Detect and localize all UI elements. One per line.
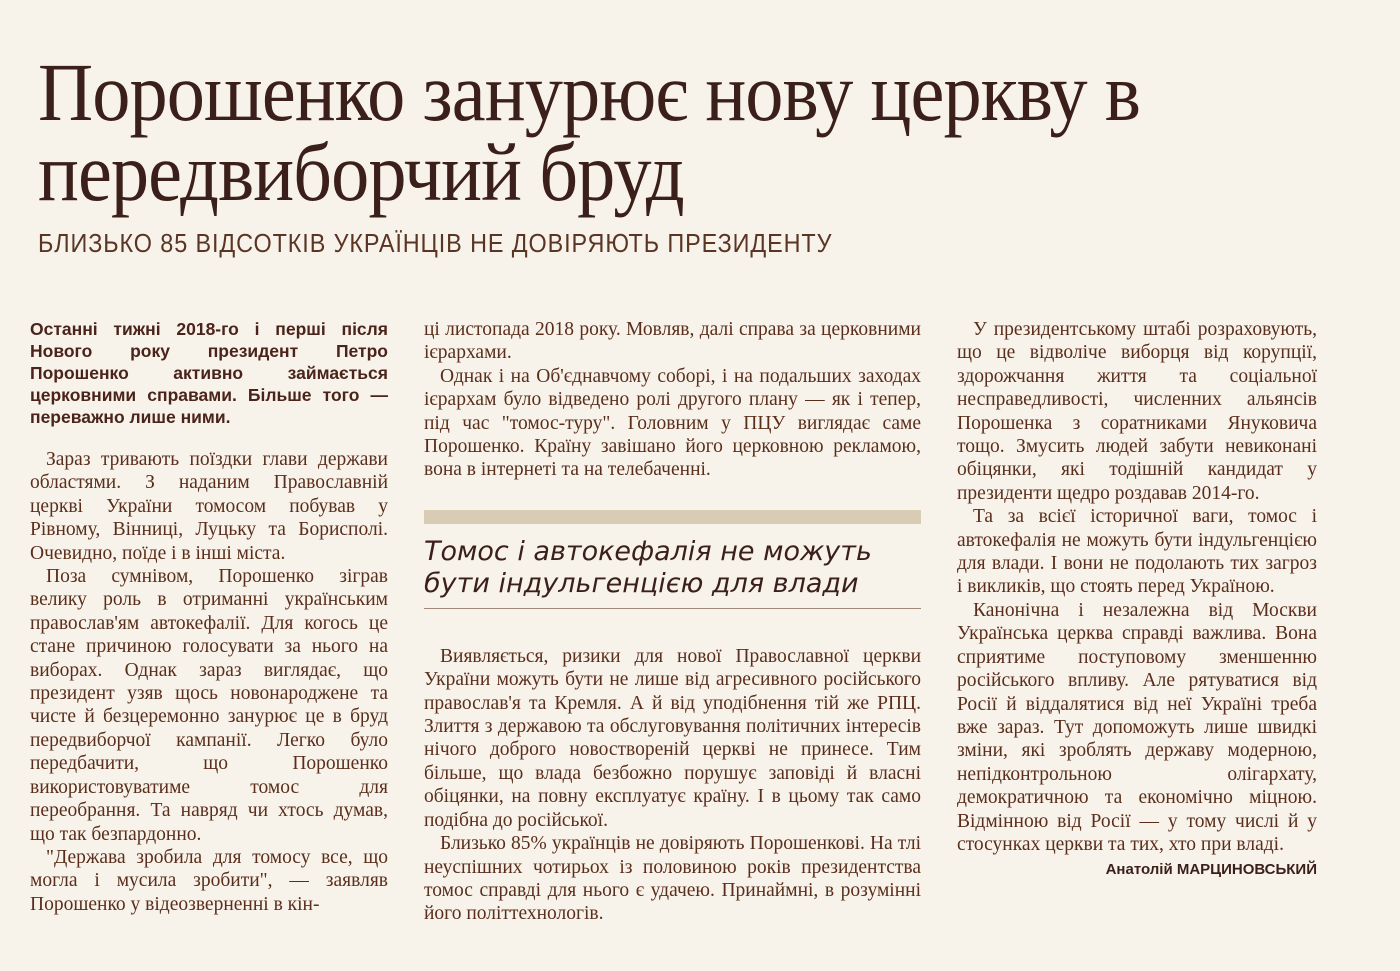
article-headline: Порошенко занурює нову церкву в передвиборчий бруд <box>38 46 1140 218</box>
paragraph: Та за всієї історичної ваги, томос і автокефалія не можуть бути індульгенцією для влади. І вони не подолають тих загроз і викликів, що стоять перед Україною. <box>957 506 1317 598</box>
paragraph: Зараз тривають поїздки глави держави областями. З наданим Православній церкві України томосом побував у Рівному, Вінниці, Луцьку та Борисполі. Очевидно, поїде і в інші міста. <box>30 449 388 564</box>
author-byline: Анатолій МАРЦИНОВСЬКИЙ <box>1105 861 1317 879</box>
paragraph: Однак і на Об'єднавчому соборі, і на подальших заходах ієрархам було відведено ролі другого плану — як і тепер, під час "томос-туру". Головним у ПЦУ виглядає саме Порошенко. Країну завішано його церковною рекламою, вона в інтернеті та на телебаченні. <box>424 365 921 481</box>
spacer <box>424 609 921 645</box>
paragraph: ці листопада 2018 року. Мовляв, далі справа за церковними ієрархами. <box>424 319 921 364</box>
article-column-2 <box>424 318 921 926</box>
paragraph: У президентському штабі розраховують, що це відволіче виборця від корупції, здорожчання життя та соціальної несправедливості, численних альянсів Порошенка з соратниками Януковича тощо. Змусить людей забути невиконані обіцянки, які тодішній кандидат у президенти щедро роздавав 2014-го. <box>957 319 1317 504</box>
article-column-1 <box>30 318 388 916</box>
crosshead-divider-bar <box>424 510 921 524</box>
paragraph: Близько 85% українців не довіряють Порошенкові. На тлі неуспішних чотирьох із половиною років президентства томос справді для нього є удачею. Принаймні, в розумінні його політтехнологів. <box>424 833 921 925</box>
paragraph: "Держава зробила для томосу все, що могла і мусила зробити", — заявляв Порошенко у відеозверненні в кін- <box>30 846 388 915</box>
article-lead: Останні тижні 2018-го і перші після Нового року президент Петро Порошенко активно займається церковними справами. Більше того — переважно лише ними. <box>30 319 388 427</box>
paragraph: Поза сумнівом, Порошенко зіграв велику роль в отриманні українським православ'ям автокефалії. Для когось це стане причиною голосувати за нього на виборах. Однак зараз виглядає, що президент узяв щось новонароджене та чисте й безцеремонно занурює це в бруд передвиборчої кампанії. Легко було передбачити, що Порошенко використовуватиме томос для переобрання. Та навряд чи хтось думав, що так безпардонно. <box>30 566 388 845</box>
paragraph: Виявляється, ризики для нової Православної церкви України можуть бути не лише від агресивного російського православ'я та Кремля. А й від уподібнення тій же РПЦ. Злиття з державою та обслуговування політичних інтересів нічого доброго новоствореній церкві не принесе. Тим більше, що влада безбожно порушує заповіді й власні обіцянки, на повну експлуатує країну. І в цьому так само подібна до російської. <box>424 645 921 831</box>
paragraph: Канонічна і незалежна від Москви Українська церква справді важлива. Вона сприятиме поступовому зменшенню російського впливу. Але рятуватися від Росії й віддалятися від неї Україні треба вже зараз. Тут допоможуть лише швидкі зміни, які зроблять державу модерною, непідконтрольною олігархату, демократичною та економічно міцною. Відмінною від Росії — у тому числі й у стосунках церкви та тих, хто при владі. <box>957 599 1317 855</box>
article-subheadline: БЛИЗЬКО 85 ВІДСОТКІВ УКРАЇНЦІВ НЕ ДОВІРЯЮТЬ ПРЕЗИДЕНТУ <box>38 228 833 258</box>
crosshead: Томос і автокефалія не можуть бути індульгенцією для влади <box>424 536 921 609</box>
article-column-3 <box>957 318 1317 882</box>
